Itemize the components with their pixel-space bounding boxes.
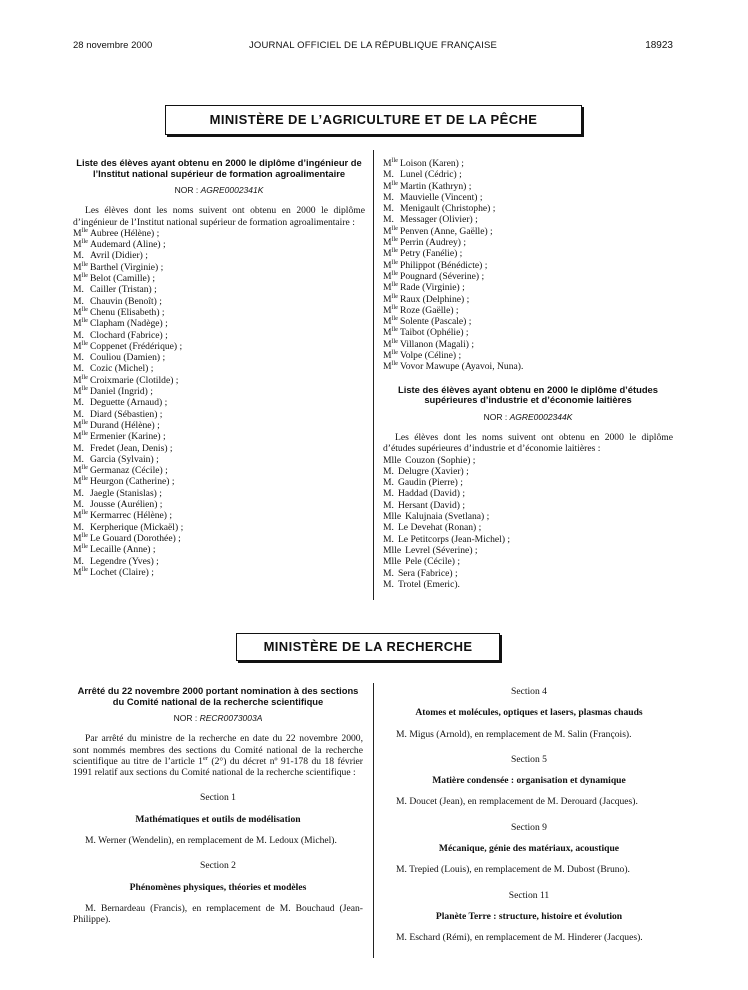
civility-title: M. [383,203,394,215]
list-item [383,350,673,361]
section-entry: M. Doucet (Jean), en remplacement de M. Derouard (Jacques). [396,796,638,808]
section-number: Section 4 [511,686,547,697]
list-item [73,375,365,386]
person-name: Hersant (David) ; [397,499,466,511]
section-block [384,890,674,944]
civility-title: $M^{lle}$ [383,156,399,169]
civility-title: M. [383,214,394,226]
section-entry: M. Trepied (Louis), en remplacement de M. Dubost (Bruno). [396,864,630,876]
name-list-continued [383,158,673,373]
nor-label: NOR : [173,713,198,723]
person-name: Couzon (Sophie) ; [405,454,476,466]
list-item [383,260,673,271]
person-name: Kerpherique (Mickaël) ; [90,521,184,533]
civility-title: $M^{lle}$ [73,463,89,477]
civility-title: $M^{lle}$ [73,384,89,398]
list-item [73,262,365,273]
civility-title: M. [73,329,84,341]
civility-title: $M^{lle}$ [383,235,399,249]
list-item [73,228,365,239]
person-name: Raux (Delphine) ; [400,293,470,305]
nor-reference [73,713,363,724]
section-entry: M. Migus (Arnold), en remplacement de M. Salin (François). [396,728,632,740]
header-page-number: 18923 [645,40,673,51]
name-list [383,455,673,591]
civility-title: $M^{lle}$ [73,565,89,578]
nor-code: RECR0073003A [199,713,263,723]
civility-title: M. [383,477,394,489]
decision-title: Arrêté du 22 novembre 2000 portant nomination à des sections du Comité national de la recherche scientifique [77,685,359,707]
list-item [73,465,365,476]
civility-title: $M^{lle}$ [383,258,399,271]
civility-title: M. [73,487,84,499]
list-item [383,534,673,545]
section-block [384,822,674,876]
civility-title: $M^{lle}$ [73,531,89,544]
civility-title: M. [383,567,394,579]
section-number: Section 11 [508,889,550,901]
list-item [383,226,673,237]
civility-title: M. [383,488,394,500]
civility-title: M. [383,533,394,545]
person-name: Couliou (Damien) ; [90,352,166,364]
person-name: Petry (Fanélie) ; [400,248,463,260]
list-item [383,192,673,203]
intro-superscript: er [202,754,209,762]
header-date: 28 novembre 2000 [73,40,153,51]
section-title: Planète Terre : structure, histoire et évolution [435,910,623,922]
civility-title: M. [383,191,394,203]
civility-title: M. [73,284,84,296]
person-name: Vovor Mawupe (Ayavoi, Nuna). [400,361,524,373]
list-item [73,544,365,555]
person-name: Fredet (Jean, Denis) ; [90,442,173,454]
list-item [73,307,365,318]
civility-title: M. [73,555,84,567]
list-item [383,316,673,327]
civility-title: M. [383,169,394,181]
list-item [73,510,365,521]
civility-title: $M^{lle}$ [383,247,399,260]
list-item [73,499,365,510]
section-entry: M. Eschard (Rémi), en remplacement de M. Hinderer (Jacques). [396,932,643,944]
nor-label: NOR : [483,411,508,422]
person-name: Menigault (Christophe) ; [400,203,496,215]
person-name: Cailler (Tristan) ; [90,284,157,296]
list-item [383,556,673,567]
person-name: Gaudin (Pierre) ; [397,477,463,489]
civility-title: $M^{lle}$ [73,305,89,318]
list-item [73,522,365,533]
list-item [383,294,673,305]
decision-title: Liste des élèves ayant obtenu en 2000 le diplôme d’ingénieur de l’Institut national supérieur de formation agroalimentaire [76,157,362,179]
list-item [383,466,673,477]
person-name: Le Gouard (Dorothée) ; [90,532,181,544]
civility-title: $M^{lle}$ [383,224,399,237]
person-name: Perrin (Audrey) ; [400,237,467,249]
section-block [73,860,363,925]
civility-title: M. [73,408,84,420]
person-name: Levrel (Séverine) ; [405,544,478,556]
civility-title: $M^{lle}$ [383,303,399,316]
civility-title: $M^{lle}$ [383,269,399,282]
person-name: Le Petitcorps (Jean-Michel) ; [397,533,511,545]
list-item [73,352,365,363]
list-item [383,455,673,466]
list-item [73,296,365,307]
civility-title: $M^{lle}$ [383,179,399,192]
person-name: Penven (Anne, Gaëlle) ; [400,225,493,237]
person-name: Volpe (Céline) ; [400,350,462,362]
section-number: Section 9 [511,821,547,833]
list-item [73,250,365,261]
civility-title: $M^{lle}$ [73,543,89,556]
person-name: Trotel (Emeric). [397,578,460,590]
civility-title: M. [73,397,84,409]
section-number: Section 5 [511,753,547,765]
name-list [73,228,365,578]
section-title: Mathématiques et outils de modélisation [135,813,301,825]
section-entry: M. Bernardeau (Francis), en remplacement de M. Bouchaud (Jean-Philippe). [73,902,363,926]
list-item [73,533,365,544]
ministry-research-title: MINISTÈRE DE LA RECHERCHE [236,633,500,661]
list-item [383,181,673,192]
person-name: Solente (Pascale) ; [400,316,472,328]
person-name: Mauvielle (Vincent) ; [400,191,483,203]
list-item [383,169,673,180]
civility-title: M. [383,522,394,534]
civility-title: $M^{lle}$ [73,271,89,285]
civility-title: $M^{lle}$ [73,238,89,251]
civility-title: $M^{lle}$ [73,260,89,273]
nor-reference [383,412,673,423]
section-block [73,792,363,846]
list-item [383,339,673,350]
civility-title: $M^{lle}$ [73,475,89,488]
person-name: Jousse (Aurélien) ; [90,499,163,511]
research-column-right [384,686,674,944]
person-name: Legendre (Yves) ; [90,555,159,567]
person-name: Croixmarie (Clotilde) ; [90,374,179,386]
list-item [73,318,365,329]
person-name: Loison (Karen) ; [400,158,464,169]
list-item [383,282,673,293]
civility-title: Mlle [383,544,402,556]
person-name: Le Devehat (Ronan) ; [397,522,482,534]
civility-title: $M^{lle}$ [73,373,89,386]
list-item [383,361,673,372]
person-name: Deguette (Arnaud) ; [90,397,168,409]
intro-part-b: (2°) du décret nº 91-178 du 18 février 1991 relatif aux sections du Comité national de la recherche scientifique : [73,755,364,779]
list-item [73,443,365,454]
civility-title: $M^{lle}$ [73,509,89,522]
list-item [383,203,673,214]
person-name: Roze (Gaëlle) ; [400,304,459,316]
civility-title: M. [73,453,84,465]
list-item [383,477,673,488]
list-item [383,214,673,225]
civility-title: $M^{lle}$ [383,326,399,339]
civility-title: M. [73,352,84,364]
person-name: Chenu (Elisabeth) ; [90,306,165,318]
section-title: Atomes et molécules, optiques et lasers, plasmas chauds [415,707,643,719]
list-item [383,500,673,511]
person-name: Rade (Virginie) ; [400,282,465,294]
civility-title: Mlle [383,511,402,523]
decision-intro [73,733,363,778]
list-item [73,556,365,567]
list-item [383,237,673,248]
civility-title: M. [73,499,84,511]
decision-intro: Les élèves dont les noms suivent ont obtenu en 2000 le diplôme d’ingénieur de l’Institut national supérieur de formation agroalimentaire : [73,205,365,228]
list-item [383,511,673,522]
list-item [73,239,365,250]
list-item [383,327,673,338]
person-name: Haddad (David) ; [397,488,466,500]
list-item [383,248,673,259]
person-name: Coppenet (Frédérique) ; [90,340,183,352]
person-name: Sera (Fabrice) ; [397,567,458,579]
person-name: Diard (Sébastien) ; [90,408,163,420]
list-item [383,158,673,169]
list-item [73,363,365,374]
person-name: Clapham (Nadège) ; [90,318,168,330]
civility-title: $M^{lle}$ [383,348,399,362]
intro-part-a: Par arrêté du ministre de la recherche en date du 22 novembre 2000, sont nommés membres des sections du Comité national de la recherche scientifique au titre de l’article 1 [73,733,363,767]
civility-title: $M^{lle}$ [383,314,399,328]
header-journal-title: JOURNAL OFFICIEL DE LA RÉPUBLIQUE FRANÇAISE [248,40,498,51]
person-name: Lecaille (Anne) ; [90,544,156,556]
section-entry: M. Werner (Wendelin), en remplacement de M. Ledoux (Michel). [85,835,337,847]
list-item [73,454,365,465]
person-name: Messager (Olivier) ; [400,214,478,226]
person-name: Durand (Hélène) ; [90,419,160,431]
list-item [383,305,673,316]
civility-title: $M^{lle}$ [73,317,89,330]
section-block [384,686,674,740]
civility-title: M. [73,363,84,375]
civility-title: M. [383,578,394,590]
person-name: Lunel (Cédric) ; [400,169,462,181]
list-item [73,567,365,578]
list-item [73,488,365,499]
person-name: Clochard (Fabrice) ; [90,329,168,341]
list-item [73,273,365,284]
list-item [73,341,365,352]
section-title: Phénomènes physiques, théories et modèles [129,881,307,893]
nor-code: AGRE0002341K [200,185,264,195]
civility-title: $M^{lle}$ [73,430,89,443]
person-name: Martin (Kathryn) ; [400,180,472,192]
person-name: Kalujnaia (Svetlana) ; [405,511,490,523]
civility-title: M. [73,521,84,533]
person-name: Jaegle (Stanislas) ; [90,487,162,499]
decision-intro: Les élèves dont les noms suivent ont obtenu en 2000 le diplôme d’études supérieures d’industrie et d’économie laitières : [383,431,673,455]
section-block [384,754,674,808]
person-name: Barthel (Virginie) ; [90,261,164,273]
decision-title: Liste des élèves ayant obtenu en 2000 le diplôme d’études supérieures d’industrie et d’économie laitières [398,383,658,406]
civility-title: $M^{lle}$ [73,418,89,431]
page-header [73,40,673,54]
civility-title: $M^{lle}$ [383,292,399,305]
ministry-agriculture-title: MINISTÈRE DE L’AGRICULTURE ET DE LA PÊCHE [165,105,582,135]
column-divider [373,150,374,600]
civility-title: $M^{lle}$ [73,339,89,352]
person-name: Ermenier (Karine) ; [90,431,166,443]
agriculture-column-right [383,158,673,590]
section-title: Matière condensée : organisation et dynamique [432,775,626,787]
civility-title: $M^{lle}$ [383,360,399,373]
section-title: Mécanique, génie des matériaux, acoustique [438,843,620,855]
civility-title: M. [73,442,84,454]
agriculture-column-left [73,158,365,578]
person-name: Taibot (Ophélie) ; [400,327,469,339]
person-name: Kermarrec (Hélène) ; [90,510,173,522]
list-item [73,409,365,420]
nor-label: NOR : [174,185,199,195]
civility-title: $M^{lle}$ [383,281,399,294]
person-name: Chauvin (Benoît) ; [90,295,162,307]
person-name: Villanon (Magali) ; [400,338,475,350]
person-name: Heurgon (Catherine) ; [90,476,175,488]
person-name: Belot (Camille) ; [90,273,156,285]
column-divider [373,683,374,958]
nor-code: AGRE0002344K [509,411,573,422]
civility-title: $M^{lle}$ [383,337,399,350]
person-name: Garcia (Sylvain) ; [90,453,159,465]
person-name: Germanaz (Cécile) ; [90,465,168,477]
person-name: Aubree (Hélène) ; [90,227,160,239]
section-number: Section 2 [200,860,236,872]
list-item [383,568,673,579]
nor-reference [73,185,365,196]
section-number: Section 1 [200,792,236,804]
person-name: Cozic (Michel) ; [90,363,154,375]
civility-title: M. [383,499,394,511]
list-item [73,330,365,341]
list-item [73,397,365,408]
list-item [73,420,365,431]
person-name: Audemard (Aline) ; [90,239,166,251]
civility-title: M. [73,250,84,262]
civility-title: $M^{lle}$ [73,226,89,239]
list-item [383,522,673,533]
person-name: Daniel (Ingrid) ; [90,386,153,398]
research-column-left [73,686,363,926]
civility-title: M. [73,295,84,307]
civility-title: M. [383,465,394,477]
person-name: Delugre (Xavier) ; [397,465,469,477]
list-item [73,386,365,397]
list-item [383,271,673,282]
list-item [383,579,673,590]
list-item [73,476,365,487]
list-item [383,488,673,499]
list-item [73,431,365,442]
civility-title: Mlle [383,454,402,466]
civility-title: Mlle [383,556,402,568]
list-item [383,545,673,556]
person-name: Lochet (Claire) ; [90,566,154,578]
person-name: Pougnard (Séverine) ; [400,270,485,282]
list-item [73,284,365,295]
person-name: Philippot (Bénédicte) ; [400,259,488,271]
person-name: Pele (Cécile) ; [405,556,460,568]
person-name: Avril (Didier) ; [90,250,148,262]
